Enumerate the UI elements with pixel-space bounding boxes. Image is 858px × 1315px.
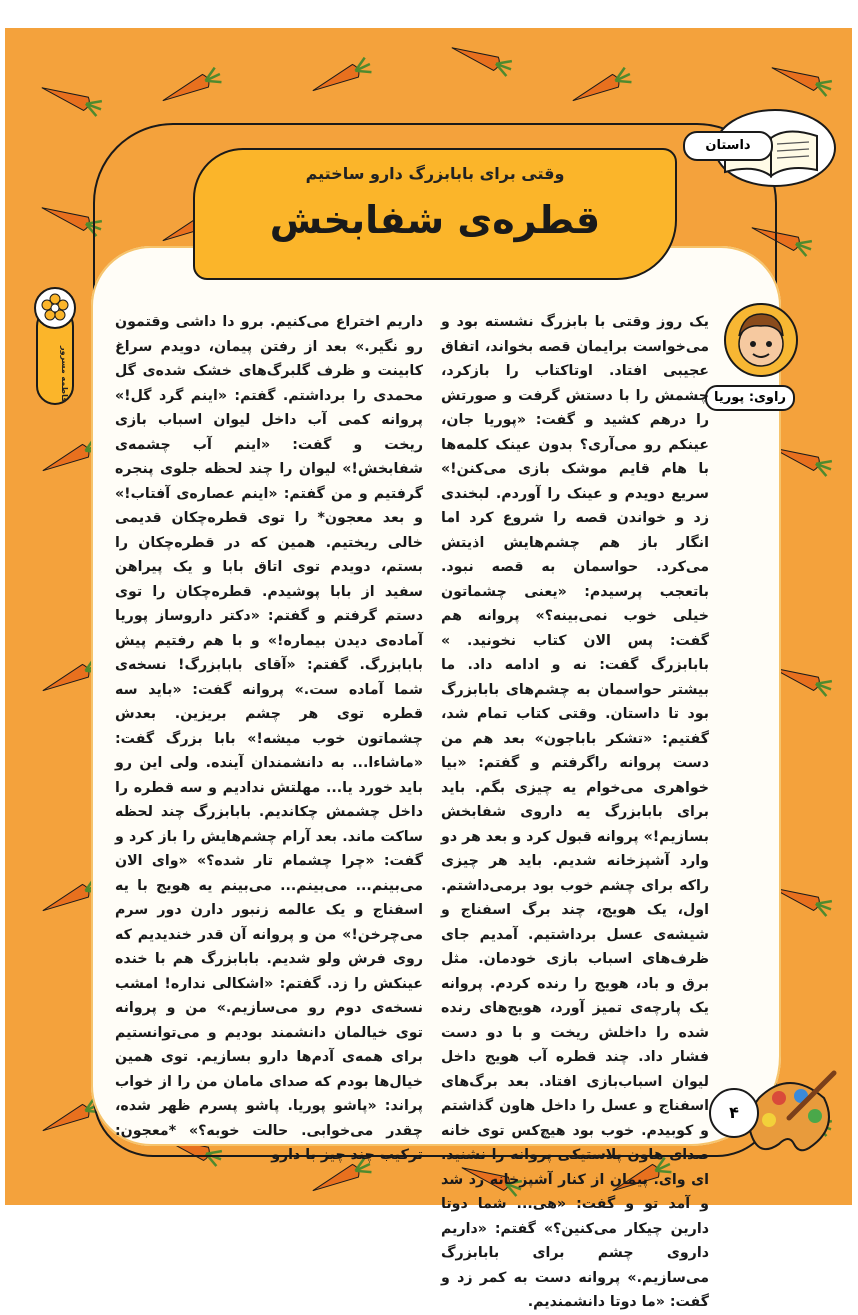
page-background [5, 28, 852, 1310]
carrot-icon [154, 64, 226, 112]
narrator-label: راوی: پوریا [705, 385, 795, 411]
boy-avatar-icon [723, 300, 799, 384]
story-column-left: داریم اختراع می‌کنیم. برو دا داشی وقتمون رو نگیر.» بعد از رفتن پیمان، دویدم سراغ کابینت و ظرف گلبرگ‌های خشک شده‌ی گل محمدی را برداشتم. گفتم: «اینم گرد گل!» پروانه کمی آب داخل لیوان اسباب بازی ریخت و گفت: «اینم آب چشمه‌ی شفابخش!» لیوان را چند لحظه جلوی پنجره گرفتیم و من گفتم: «اینم عصاره‌ی آفتاب!» و بعد معجون* را توی قطره‌چکان قدیمی خالی ریختیم. همین که در قطره‌چکان را بستم، دویدم توی اتاق بابا و یک پیراهن سفید از بابا پوشیدم. قطره‌چکان را توی دستم گرفتم و گفتم: «دکتر داروساز پوریا آماده‌ی دیدن بیماره!» و با هم رفتیم پیش بابابزرگ. گفتم: «آقای بابابزرگ! نسخه‌ی شما آماده ست.» پروانه گفت: «باید سه قطره توی هر چشم بریزین. بعدش چشماتون خوب میشه!» بابا بزرگ گفت: «ماشاءا... به دانشمندان آینده. ولی این رو باید خورد یا... مهلتش ندادیم و سه قطره را داخل چشمش چکاندیم. بابابزرگ چند لحظه ساکت ماند. بعد آرام چشم‌هایش را باز کرد و گفت: «چرا چشمام تار شده؟» «وای الان می‌بینم... می‌بینم... می‌بینم یه هویج با یه اسفناج و یک عالمه زنبور دارن دور سرم می‌چرخن!» من و پروانه آن قدر خندیدیم که روی فرش ولو شدیم. بابابزرگ هم با خنده عینکش را زد. گفتم: «اشکالی نداره! امشب نسخه‌ی دوم رو می‌سازیم.» من و پروانه توی خیالمان دانشمند بودیم و می‌توانستیم برای همه‌ی آدم‌ها دارو بسازیم. توی همین خیال‌ها بودم که صدای مامان من را از خواب پراند: «پاشو پوریا. پاشو پسرم ظهر شده، چقدر می‌خوابی. حالت خوبه؟» *معجون: ترکیب چند چیز با دارو [115, 314, 423, 1163]
title-box [193, 148, 677, 280]
page-number: ۴ [709, 1088, 759, 1138]
carrot-icon [564, 64, 636, 112]
carrot-icon [34, 77, 107, 120]
author-name: فاطمه مسرور [60, 345, 69, 403]
carrot-icon [764, 57, 837, 100]
section-label: داستان [683, 131, 773, 161]
story-subtitle: وقتی برای بابابزرگ دارو ساختیم [305, 164, 565, 183]
story-title: قطره‌ی شفابخش [269, 198, 601, 242]
story-column-right: یک روز وقتی با بابزرگ نشسته بود و می‌خواست برایمان قصه بخواند، اتفاق عجیبی افتاد. اوتاکتاب را بازکرد، چشمش را با دستش گرفت و صورتش را درهم کشید و گفت: «پوریا جان، عینکم رو می‌آری؟ بدون عینک کلمه‌ها با هام قایم موشک بازی می‌کنن!» سریع دویدم و عینک را آوردم. لبخندی زد و خواندن قصه را شروع کرد اما انگار باز هم چشم‌هایش اذیتش می‌کرد. حواسمان به قصه نبود. باتعجب پرسیدم: «یعنی چشماتون خیلی خوب نمی‌بینه؟» پروانه هم گفت: پس الان کتاب نخونید. » بابابزرگ گفت: نه و ادامه داد. ما بیشتر حواسمان به چشم‌های بابابزرگ بود تا داستان. وقتی کتاب تمام شد، گفتیم: «تشکر باباجون» بعد هم من دست پروانه راگرفتم و گفتم: «بیا خواهری می‌خوام یه چیزی بگم. باید برای بابابزرگ یه داروی شفابخش بسازیم!» پروانه قبول کرد و بعد هر دو وارد آشپزخانه شدیم. باید هر چیزی راکه برای چشم خوب بود برمی‌داشتم. اول، یک هویج، چند برگ اسفناج و شیشه‌ی عسل برداشتیم. آمدیم جای ظرف‌های اسباب بازی خودمان. مثل برق و باد، هویج را رنده کردم. پروانه یک پارچه‌ی تمیز آورد، هویج‌های رنده شده را داخلش ریخت و با دو دست فشار داد. چند قطره آب هویج داخل لیوان اسباب‌بازی افتاد. بعد برگ‌های اسفناج و عسل را داخل هاون گذاشتم و کوبیدم. خوب بود هیچ‌کس توی خانه صدای هاون پلاستیکی پروانه را نشنید. ای وای. پیمان از کنار آشپزخانه رد شد و آمد تو و گفت: «هی... شما دوتا دارین چیکار می‌کنین؟» گفتم: «داریم داروی چشم برای بابابزرگ می‌سازیم.» پروانه دست به کمر زد و گفت: «ما دوتا دانشمندیم. [441, 314, 709, 1310]
carrot-icon [444, 37, 517, 80]
carrot-icon [304, 54, 376, 102]
